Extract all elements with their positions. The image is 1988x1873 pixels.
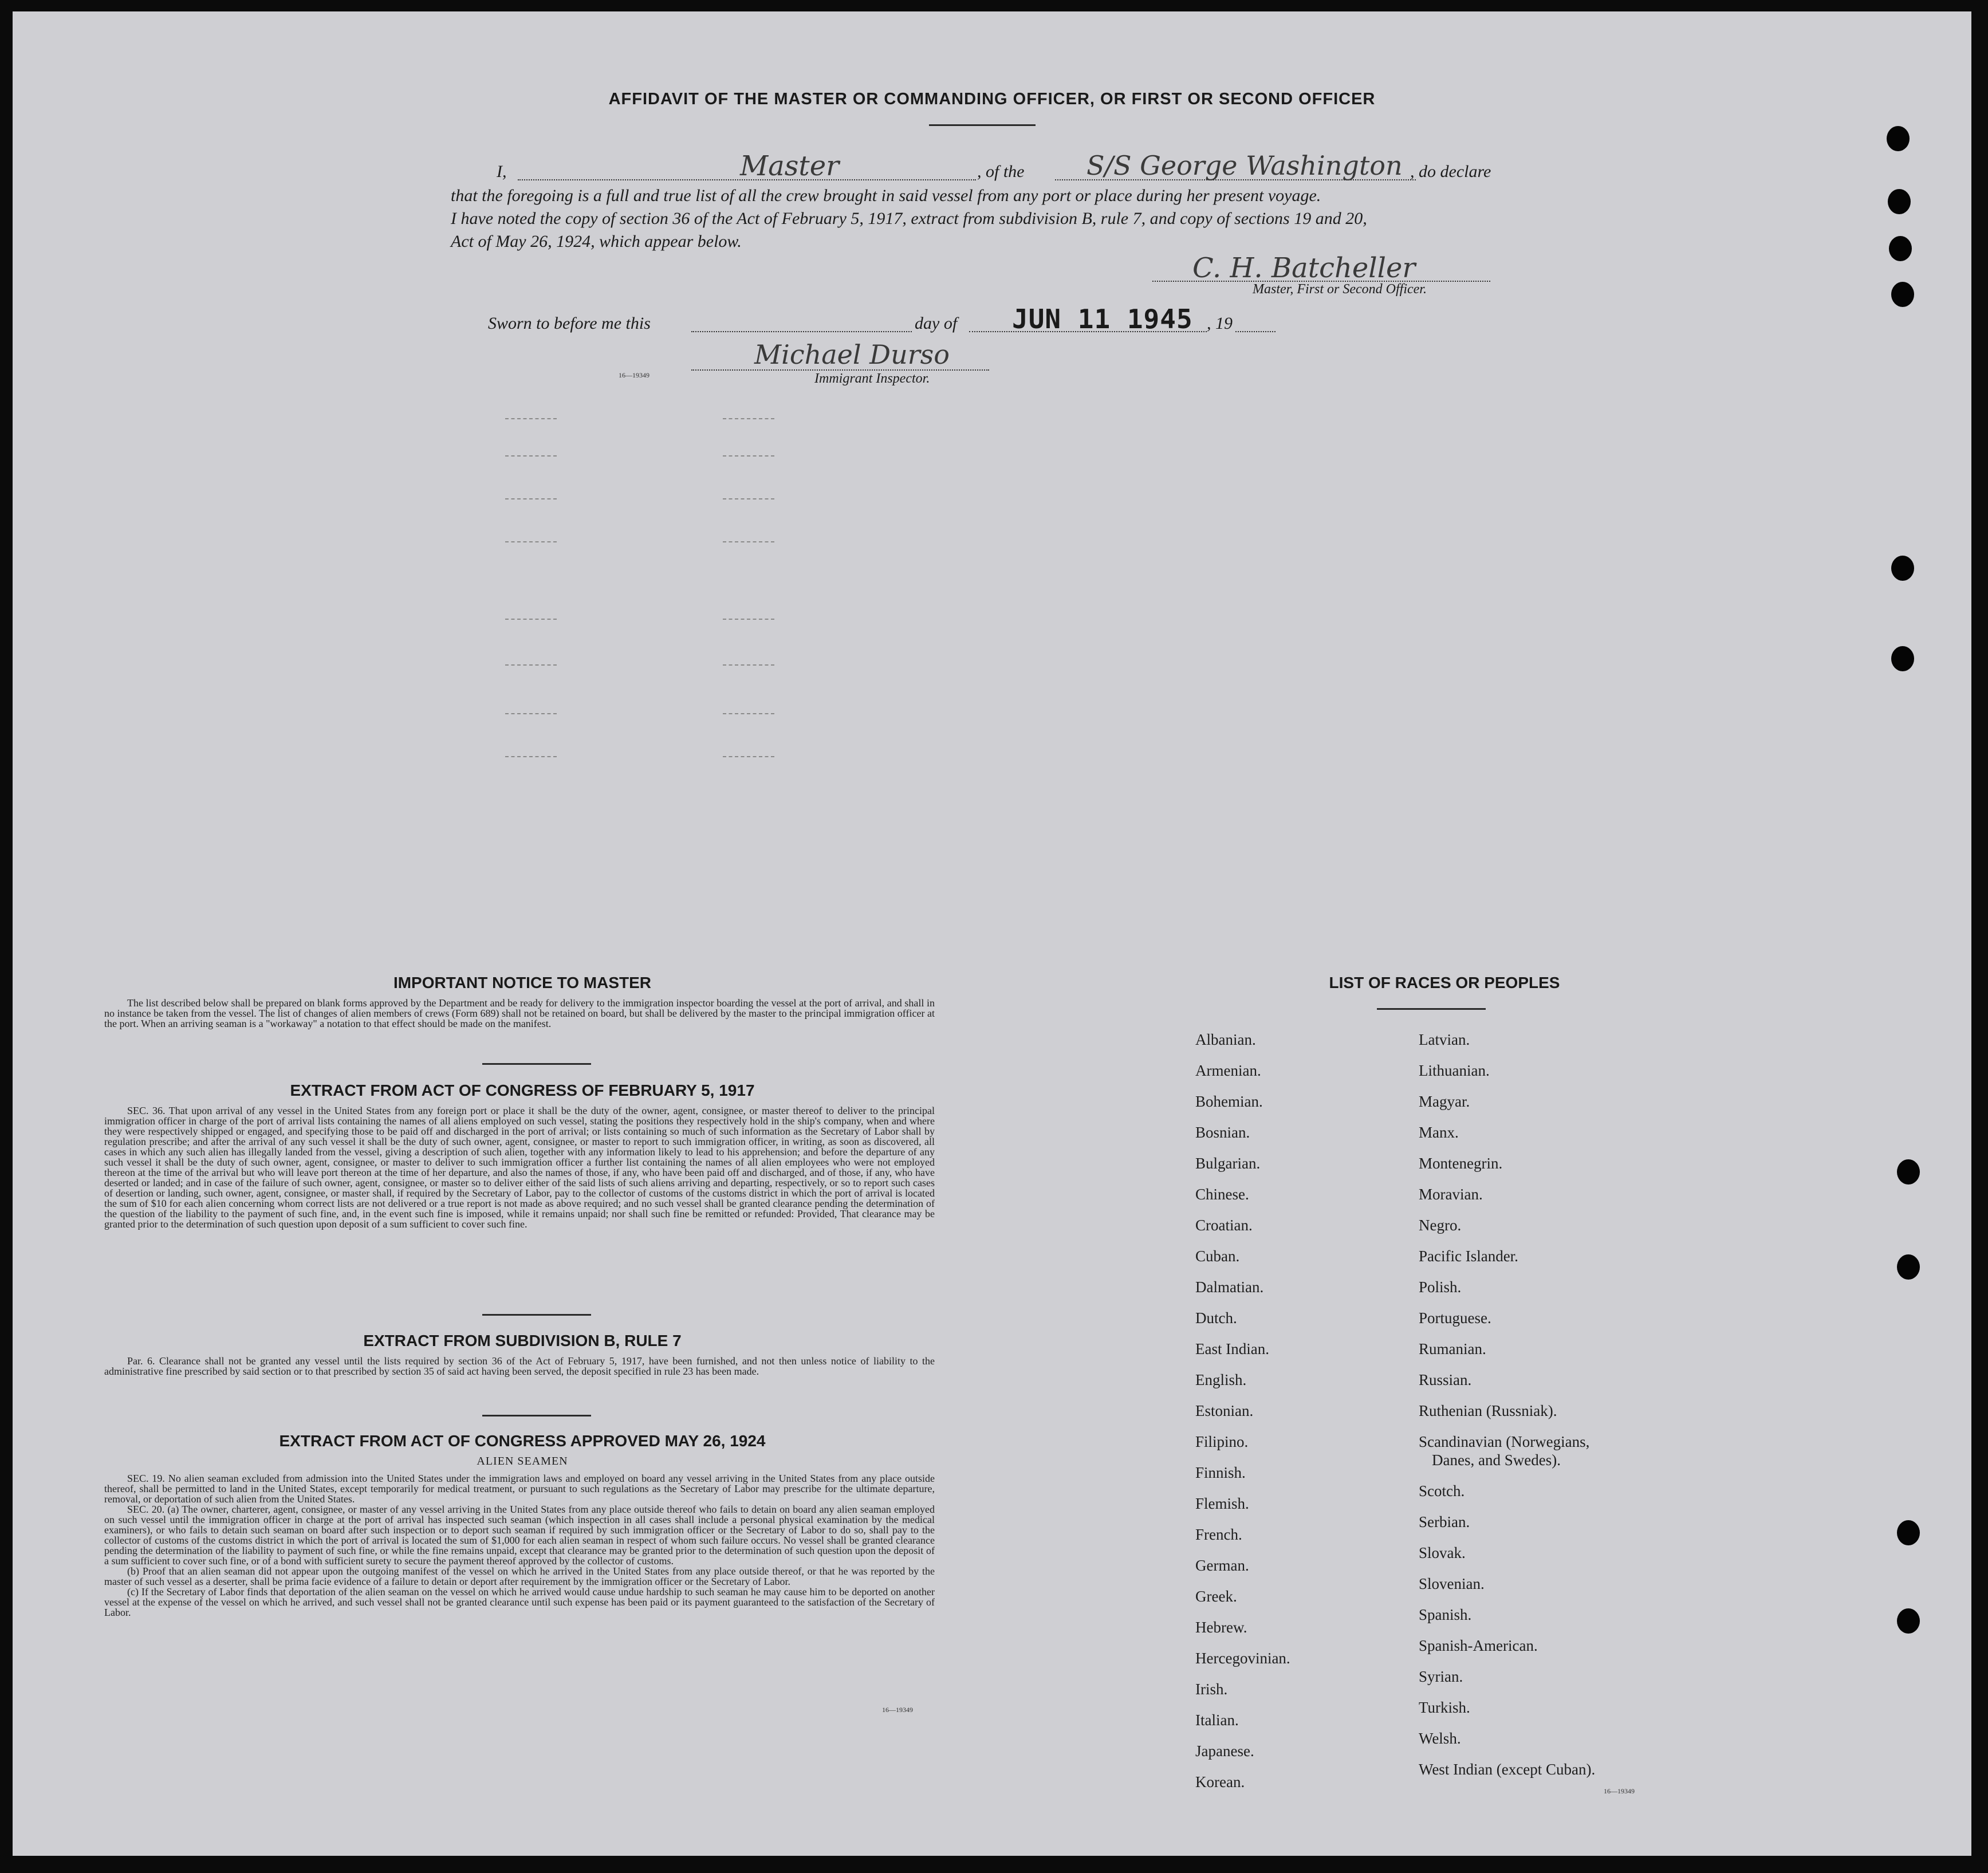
inspector-signature: Michael Durso — [754, 339, 950, 370]
sworn-day-blank — [691, 331, 912, 332]
race-item: Negro. — [1419, 1217, 1462, 1234]
section-divider — [482, 1415, 591, 1416]
year-blank — [1235, 331, 1276, 332]
race-item: Magyar. — [1419, 1093, 1470, 1110]
alien-seamen-subtitle: ALIEN SEAMEN — [477, 1455, 568, 1467]
punch-hole — [1897, 1608, 1920, 1634]
blank-rule — [505, 756, 557, 757]
day-of-label: day of — [915, 314, 958, 333]
race-item: Armenian. — [1195, 1062, 1261, 1079]
rule7-title: EXTRACT FROM SUBDIVISION B, RULE 7 — [363, 1332, 682, 1349]
punch-hole — [1887, 126, 1910, 151]
blank-rule — [723, 498, 774, 499]
race-item: Bohemian. — [1195, 1093, 1263, 1110]
sworn-label: Sworn to before me this — [488, 314, 651, 333]
extract-1924-title: EXTRACT FROM ACT OF CONGRESS APPROVED MAY 26, 1924 — [279, 1432, 766, 1450]
race-item: Scandinavian (Norwegians, — [1419, 1433, 1590, 1450]
race-item: Dutch. — [1195, 1309, 1237, 1327]
blank-rule — [505, 713, 557, 714]
race-item: Portuguese. — [1419, 1309, 1491, 1327]
blank-rule — [723, 713, 774, 714]
race-item: Montenegrin. — [1419, 1155, 1503, 1172]
race-item: Welsh. — [1419, 1730, 1461, 1747]
punch-hole — [1897, 1159, 1920, 1185]
race-item: Croatian. — [1195, 1217, 1253, 1234]
races-divider — [1377, 1008, 1486, 1010]
punch-hole — [1891, 282, 1914, 307]
race-item: Danes, and Swedes). — [1432, 1451, 1561, 1469]
blank-rule — [723, 664, 774, 666]
affidavit-i: I, — [497, 162, 507, 181]
race-item: West Indian (except Cuban). — [1419, 1761, 1596, 1778]
section-20a-paragraph: SEC. 20. (a) The owner, charterer, agent, consignee, or master of any vessel arriving in the United States from any place outside thereof who fails to detain on board any alien seaman employed on such vessel until the immigration officer in charge at the port of arrival has inspected such seaman (which inspection in all cases shall include a personal physical examination by the medical examiners), or who fails to detain such seaman on board after such inspection or to deport such seaman if required by such immigration officer or the Secretary of Labor to do so, shall pay to the collector of customs of the customs district in which the port of arrival is located the sum of $1,000 for each alien seaman in respect of whom such failure occurs. No vessel shall be granted clearance pending the determination of the liability to payment of such fine, or while the fine remains unpaid, except that clearance may be granted prior to the determination of such question upon the deposit of a sum sufficient to cover such fine, or of a bond with sufficient surety to secure the payment thereof approved by the collector of customs. — [104, 1504, 935, 1567]
blank-rule — [723, 619, 774, 620]
notice-paragraph: The list described below shall be prepared on blank forms approved by the Department and be ready for delivery to the immigration inspector boarding the vessel at the port of arrival, and shall in no instance be taken from the vessel. The list of changes of alien members of crews (Form 689) shall not be retained on board, but shall be delivered by the master to the principal immigration officer at the port. When an arriving seaman is a "workaway" a notation to that effect should be made on the manifest. — [104, 997, 935, 1029]
blank-rule — [723, 756, 774, 757]
form-number-bottom-left: 16—19349 — [882, 1706, 913, 1714]
race-item: Hebrew. — [1195, 1619, 1247, 1636]
blank-rule — [505, 418, 557, 419]
race-item: Polish. — [1419, 1278, 1462, 1296]
section-divider — [482, 1063, 591, 1065]
race-item: English. — [1195, 1371, 1247, 1388]
handwritten-vessel: S/S George Washington — [1086, 150, 1403, 181]
race-item: Slovenian. — [1419, 1575, 1485, 1592]
year-prefix: , 19 — [1207, 314, 1233, 333]
affidavit-line-3: I have noted the copy of section 36 of the Act of February 5, 1917, extract from subdivision B, rule 7, and copy of sections 19 and 20, — [451, 209, 1367, 228]
punch-hole — [1891, 556, 1914, 581]
race-item: Slovak. — [1419, 1544, 1466, 1561]
race-item: Latvian. — [1419, 1031, 1470, 1048]
race-item: Albanian. — [1195, 1031, 1256, 1048]
signature-caption: Master, First or Second Officer. — [1253, 282, 1427, 297]
race-item: Bulgarian. — [1195, 1155, 1261, 1172]
section-19-paragraph: SEC. 19. No alien seaman excluded from admission into the United States under the immigration laws and employed on board any vessel arriving in the United States from any place outside thereof, shall be permitted to land in the United States, except temporarily for medical treatment, or pursuant to such regulations as the Secretary of Labor may prescribe for the ultimate departure, removal, or deportation of such alien from the United States. — [104, 1473, 935, 1505]
race-item: Irish. — [1195, 1681, 1228, 1698]
blank-rule — [505, 498, 557, 499]
notice-title: IMPORTANT NOTICE TO MASTER — [393, 974, 652, 991]
race-item: Greek. — [1195, 1588, 1237, 1605]
blank-rule — [505, 541, 557, 542]
inspector-caption: Immigrant Inspector. — [814, 371, 930, 386]
handwritten-rank: Master — [740, 150, 840, 182]
extract-1924-text — [104, 1473, 935, 1618]
race-item: Manx. — [1419, 1124, 1459, 1141]
blank-rule — [723, 541, 774, 542]
race-item: Spanish-American. — [1419, 1637, 1538, 1654]
section-20c-paragraph: (c) If the Secretary of Labor finds that deportation of the alien seaman on the vessel on which he arrived would cause undue hardship to such seaman he may cause him to be deported on another vessel at the expense of the vessel on which he arrived, and such vessel shall not be granted clearance until such expense has been paid or its payment guaranteed to the satisfaction of the Secretary of Labor. — [104, 1586, 935, 1618]
title-divider — [929, 124, 1036, 126]
race-item: Serbian. — [1419, 1513, 1470, 1530]
race-item: Moravian. — [1419, 1186, 1483, 1203]
section-20b-paragraph: (b) Proof that an alien seaman did not appear upon the outgoing manifest of the vessel on which he arrived in the United States from any place outside thereof, or that he was reported by the master of such vessel as a deserter, shall be prima facie evidence of a failure to detain or deport after requirement by the immigration officer or the Secretary of Labor. — [104, 1565, 935, 1587]
punch-hole — [1889, 236, 1912, 261]
race-item: Korean. — [1195, 1773, 1245, 1791]
notice-text — [104, 998, 935, 1029]
affidavit-title: AFFIDAVIT OF THE MASTER OR COMMANDING OFFICER, OR FIRST OR SECOND OFFICER — [608, 90, 1376, 108]
race-item: East Indian. — [1195, 1340, 1269, 1357]
race-item: Russian. — [1419, 1371, 1472, 1388]
race-item: Spanish. — [1419, 1606, 1472, 1623]
punch-hole — [1897, 1520, 1920, 1545]
affidavit-line-2: that the foregoing is a full and true list of all the crew brought in said vessel from any port or place during her present voyage. — [451, 186, 1321, 205]
rule7-paragraph: Par. 6. Clearance shall not be granted any vessel until the lists required by section 36 of the Act of February 5, 1917, have been furnished, and not then unless notice of liability to the administrative fine prescribed by said section or to that prescribed by section 35 of said act having been served, the deposit specified in rule 23 has been made. — [104, 1355, 935, 1377]
race-item: Dalmatian. — [1195, 1278, 1264, 1296]
race-item: Pacific Islander. — [1419, 1248, 1518, 1265]
inspector-blank — [691, 369, 989, 371]
of-the-label: , of the — [977, 162, 1025, 181]
rule7-text — [104, 1356, 935, 1376]
race-item: Finnish. — [1195, 1464, 1246, 1481]
blank-rule — [505, 455, 557, 457]
race-item: Japanese. — [1195, 1742, 1254, 1760]
race-item: French. — [1195, 1526, 1242, 1543]
form-number-top: 16—19349 — [619, 371, 649, 379]
race-item: Filipino. — [1195, 1433, 1249, 1450]
master-signature: C. H. Batcheller — [1192, 252, 1416, 284]
race-item: Chinese. — [1195, 1186, 1249, 1203]
punch-hole — [1888, 189, 1911, 214]
race-item: Cuban. — [1195, 1248, 1240, 1265]
races-title: LIST OF RACES OR PEOPLES — [1329, 974, 1560, 991]
blank-rule — [723, 418, 774, 419]
extract-1917-text — [104, 1105, 935, 1229]
blank-rule — [505, 619, 557, 620]
race-item: Hercegovinian. — [1195, 1650, 1290, 1667]
date-stamp: JUN 11 1945 — [1012, 304, 1193, 335]
do-declare-label: , do declare — [1410, 162, 1491, 181]
race-item: German. — [1195, 1557, 1249, 1574]
punch-hole — [1891, 646, 1914, 671]
race-item: Lithuanian. — [1419, 1062, 1490, 1079]
extract-1917-paragraph: SEC. 36. That upon arrival of any vessel in the United States from any foreign port or place it shall be the duty of the owner, agent, consignee, or master thereof to deliver to the principal immigration officer in charge of the port of arrival lists containing the names of all aliens employed on such vessel, stating the positions they respectively hold in the ship's company, when and where they were respectively shipped or engaged, and specifying those to be paid off and discharged in the port of arrival; or lists containing so much of such information as the Secretary of Labor shall by regulation prescribe; and after the arrival of any such vessel it shall be the duty of such owner, agent, consignee, or master to report to such immigration officer, in writing, as soon as discovered, all cases in which any such alien has illegally landed from the vessel, giving a description of such alien, together with any information likely to lead to his apprehension; and before the departure of any such vessel it shall be the duty of such owner, agent, consignee, or master to deliver to such immigration officer a further list containing the names of all alien employees who were not employed thereon at the time of the arrival but who will leave port thereon at the time of her departure, and also the names of those, if any, who have been paid off and discharged, and of those, if any, who have deserted or landed; and in case of the failure of such owner, agent, consignee, or master so to deliver either of the said lists of such aliens arriving and departing, respectively, or so to report such cases of desertion or landing, such owner, agent, consignee, or master shall, if required by the Secretary of Labor, pay to the collector of customs of the customs district in which the port of arrival is located the sum of $10 for each alien concerning whom correct lists are not delivered or a true report is not made as above required; and no such vessel shall be granted clearance pending the determination of the question of the liability to the payment of such fine, and, in the event such fine is imposed, while it remains unpaid; nor shall such fine be remitted or refunded: Provided, That clearance may be granted prior to the determination of such question upon deposit of a sum sufficient to cover such fine. — [104, 1105, 935, 1230]
affidavit-line-4: Act of May 26, 1924, which appear below. — [451, 232, 742, 251]
race-item: Italian. — [1195, 1711, 1239, 1729]
punch-hole — [1897, 1254, 1920, 1280]
blank-rule — [723, 455, 774, 457]
extract-1917-title: EXTRACT FROM ACT OF CONGRESS OF FEBRUARY 5, 1917 — [290, 1081, 755, 1099]
document-page — [13, 11, 1971, 1856]
race-item: Scotch. — [1419, 1482, 1465, 1500]
section-divider — [482, 1314, 591, 1316]
blank-rule — [505, 664, 557, 666]
race-item: Rumanian. — [1419, 1340, 1486, 1357]
race-item: Bosnian. — [1195, 1124, 1250, 1141]
race-item: Flemish. — [1195, 1495, 1249, 1512]
race-item: Syrian. — [1419, 1668, 1463, 1685]
race-item: Estonian. — [1195, 1402, 1254, 1419]
race-item: Ruthenian (Russniak). — [1419, 1402, 1557, 1419]
form-number-bottom-right: 16—19349 — [1604, 1787, 1635, 1795]
race-item: Turkish. — [1419, 1699, 1470, 1716]
